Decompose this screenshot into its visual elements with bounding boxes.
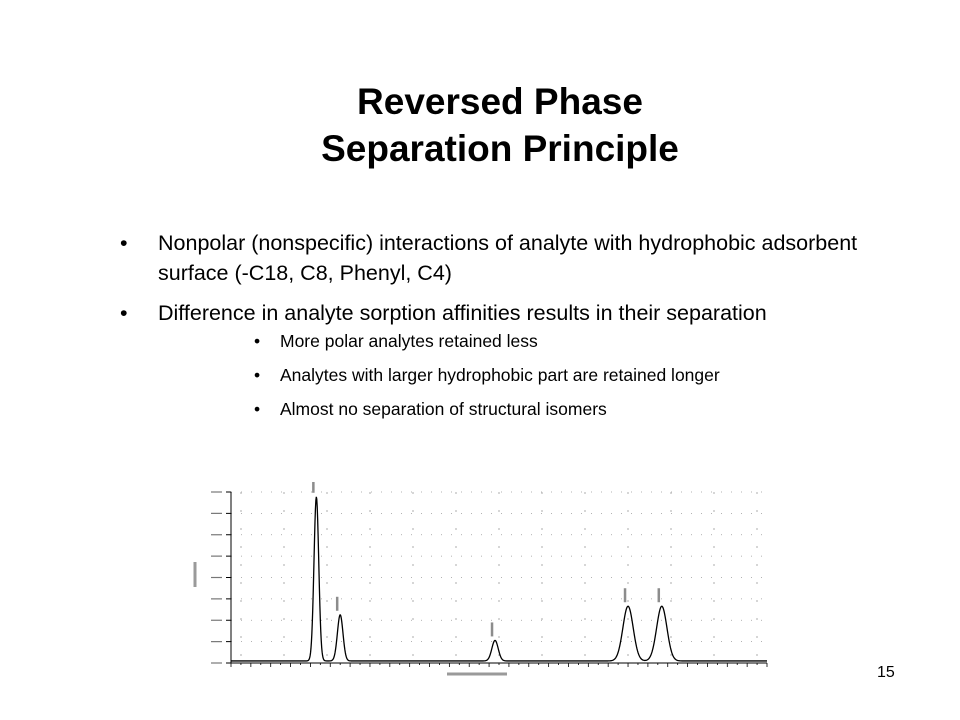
sub-bullet-text: Analytes with larger hydrophobic part are retained longer <box>280 365 720 385</box>
bullet-list <box>120 228 920 432</box>
sub-bullet-list <box>158 330 920 420</box>
bullet-marker: • <box>254 365 261 385</box>
title-line-1: Reversed Phase <box>357 81 643 122</box>
sub-bullet-text: Almost no separation of structural isomers <box>280 399 607 419</box>
sub-bullet-text: More polar analytes retained less <box>280 331 538 351</box>
bullet-text: Difference in analyte sorption affinities results in their separation <box>158 301 767 325</box>
bullet-marker: • <box>254 399 261 419</box>
bullet-text: Nonpolar (nonspecific) interactions of analyte with hydrophobic adsorbent surface (-C18, C8, Phenyl, C4) <box>158 231 858 285</box>
sub-bullet-item <box>254 398 920 420</box>
bullet-marker: • <box>254 331 261 351</box>
chromatogram-chart <box>185 482 775 682</box>
bullet-marker: • <box>120 231 128 255</box>
sub-bullet-item <box>254 364 920 386</box>
page-number: 15 <box>877 664 895 681</box>
bullet-marker: • <box>120 301 128 325</box>
title-line-2: Separation Principle <box>321 128 679 169</box>
bullet-item <box>120 228 920 288</box>
slide-title <box>0 78 960 172</box>
sub-bullet-item <box>254 330 920 352</box>
bullet-item <box>120 298 920 420</box>
